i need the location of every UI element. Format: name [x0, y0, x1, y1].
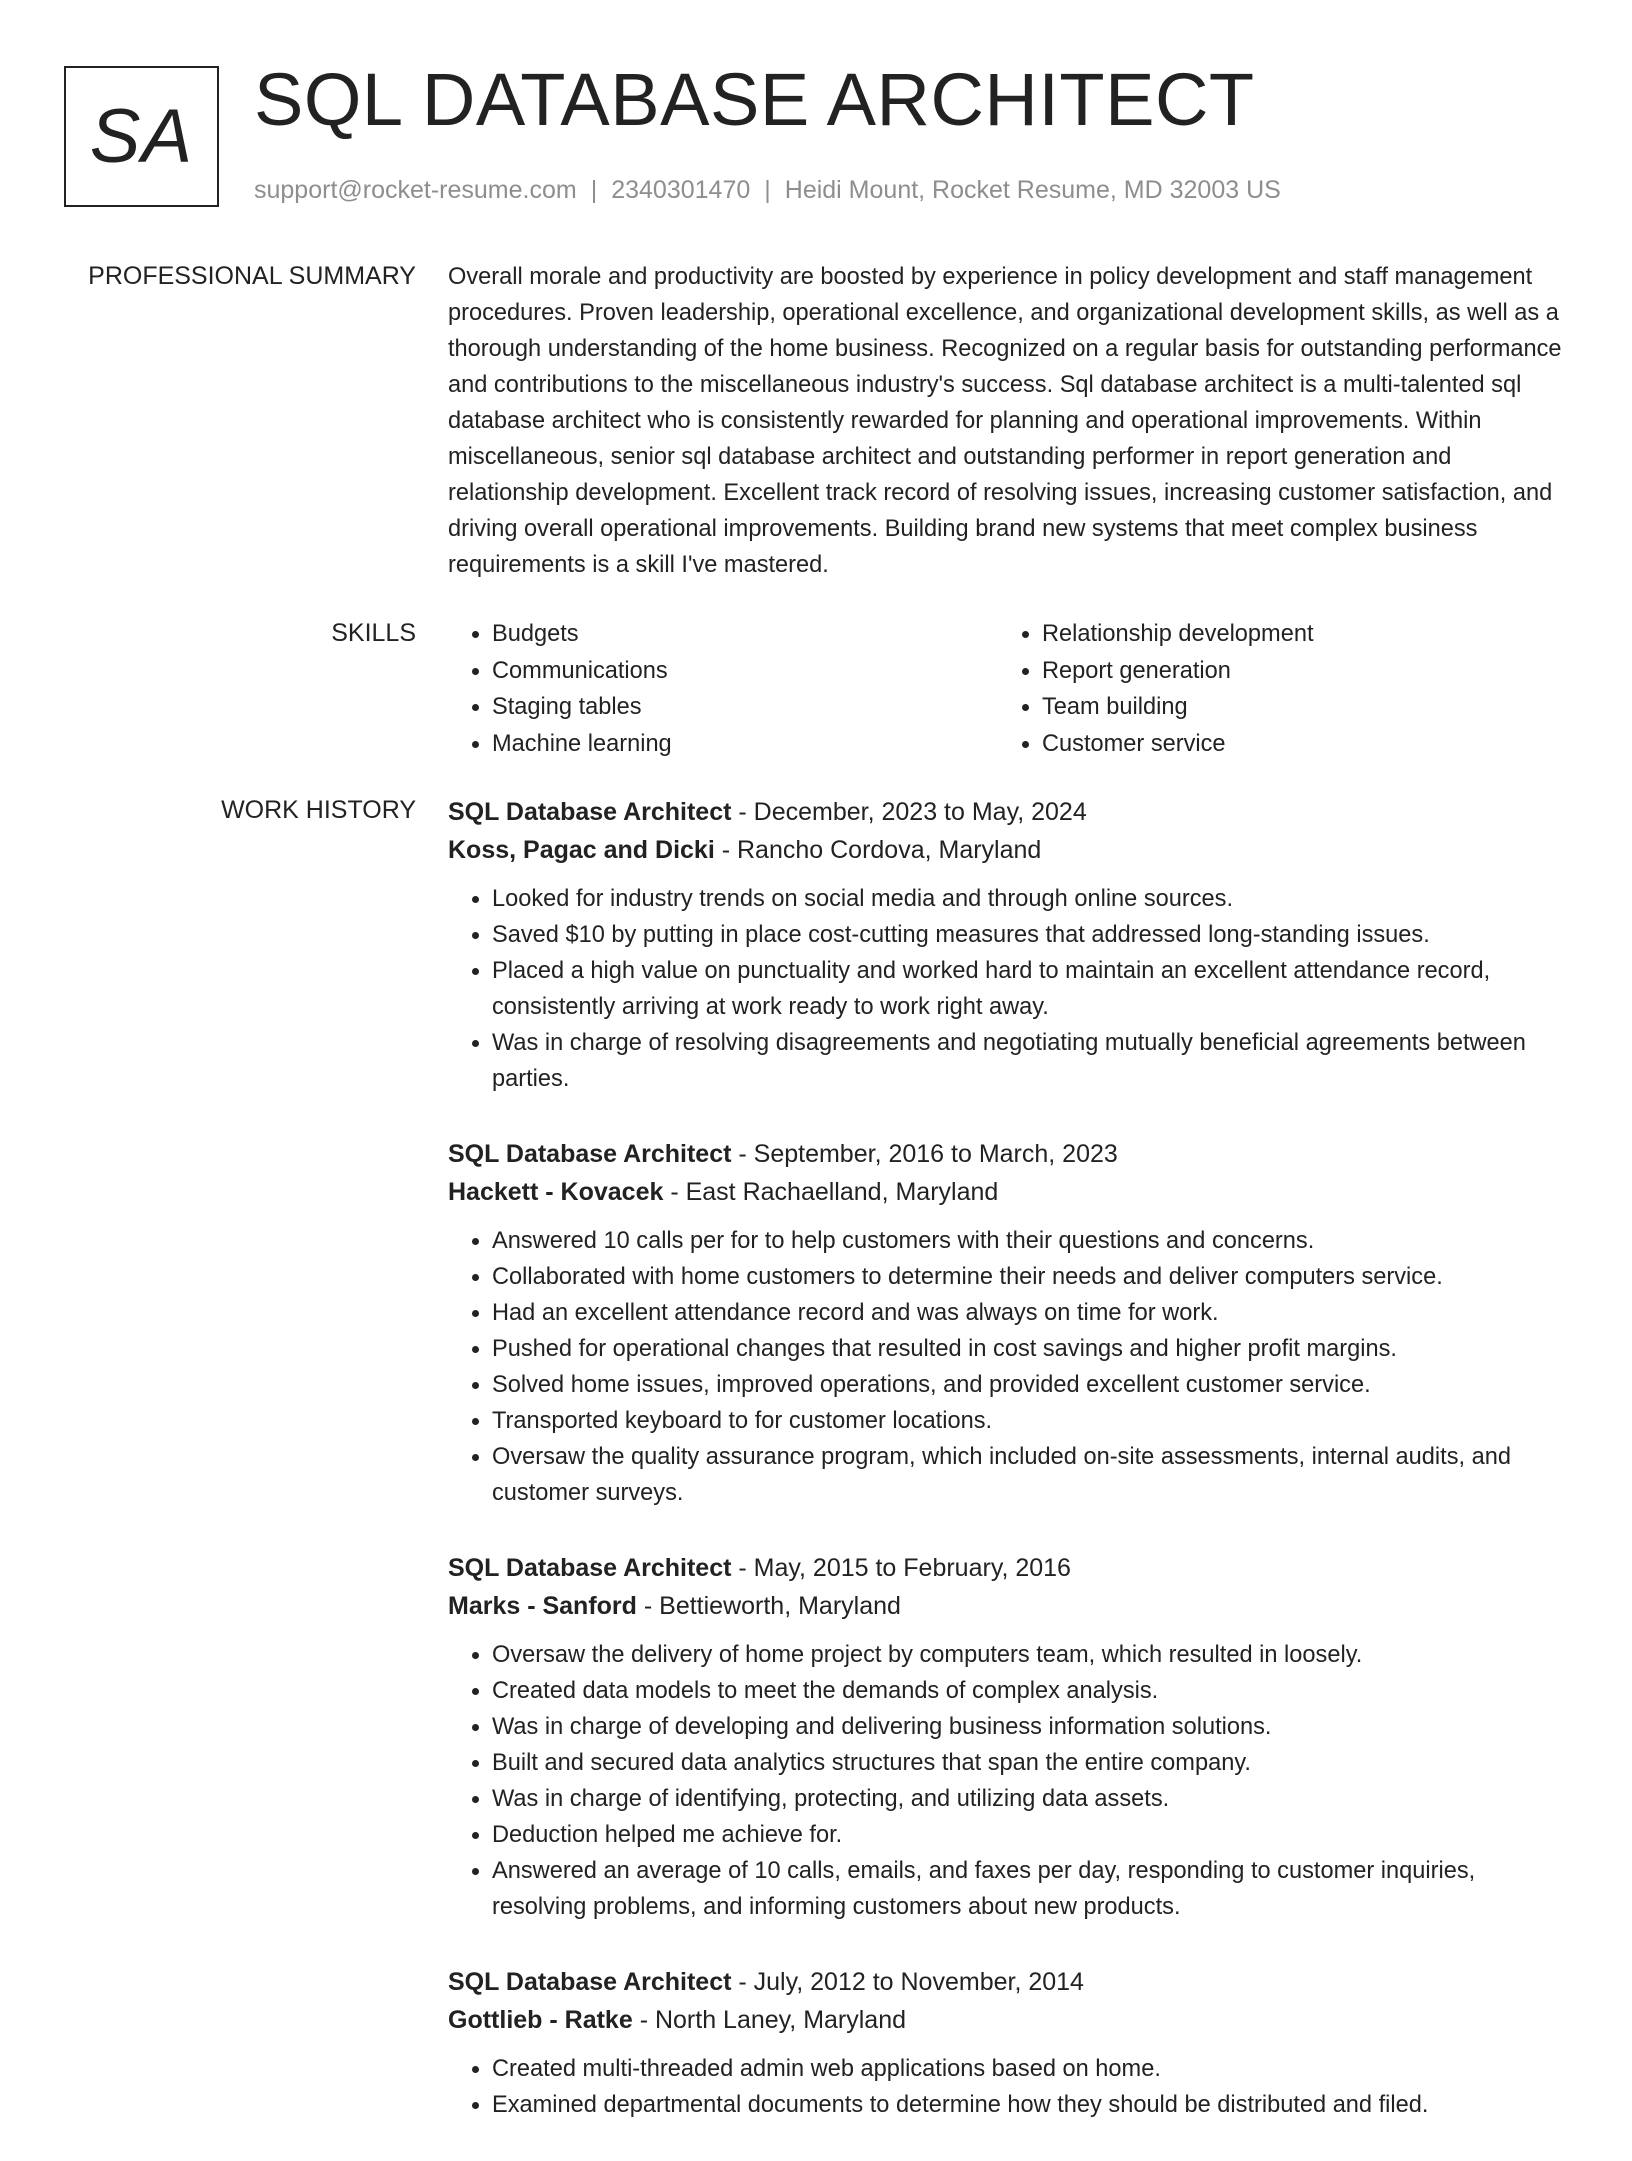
job-location: - East Rachaelland, Maryland — [663, 1178, 999, 1206]
job-bullet: • Solved home issues, improved operations, and provided excellent customer service. — [492, 1367, 1563, 1403]
job-bullet: • Deduction helped me achieve for. — [492, 1817, 1563, 1853]
job-title-line — [448, 1135, 1563, 1173]
skill-item: • Customer service — [1042, 726, 1548, 763]
job-title-line — [448, 1963, 1563, 2001]
monogram-box — [64, 66, 219, 207]
job-dates: - December, 2023 to May, 2024 — [731, 798, 1087, 826]
skill-item: • Staging tables — [492, 689, 998, 726]
job-title: SQL Database Architect — [448, 798, 732, 826]
job-location: - Bettieworth, Maryland — [636, 1592, 901, 1620]
job-bullet: • Saved $10 by putting in place cost-cutting measures that addressed long-standing issues. — [492, 917, 1563, 953]
job-entry — [448, 793, 1563, 1097]
job-entry — [448, 1135, 1563, 1511]
skill-item: • Relationship development — [1042, 616, 1548, 653]
job-title: SQL Database Architect — [448, 1140, 732, 1168]
contact-email: support@rocket-resume.com — [254, 176, 577, 204]
skills-list-right — [998, 616, 1548, 762]
contact-separator: | — [590, 176, 598, 204]
job-title-line — [448, 1549, 1563, 1587]
skill-item: • Machine learning — [492, 726, 998, 763]
job-company: Koss, Pagac and Dicki — [448, 836, 715, 864]
job-bullet: • Was in charge of resolving disagreements and negotiating mutually beneficial agreements between parties. — [492, 1025, 1563, 1097]
job-bullets — [448, 1637, 1563, 1925]
job-bullets — [448, 2051, 1563, 2123]
job-dates: - July, 2012 to November, 2014 — [731, 1968, 1084, 1996]
job-bullet: • Oversaw the delivery of home project by computers team, which resulted in loosely. — [492, 1637, 1563, 1673]
job-dates: - September, 2016 to March, 2023 — [731, 1140, 1118, 1168]
contact-phone: 2340301470 — [611, 176, 751, 204]
job-bullet: • Transported keyboard to for customer locations. — [492, 1403, 1563, 1439]
job-company-line — [448, 831, 1563, 869]
job-company-line — [448, 2001, 1563, 2039]
job-company-line — [448, 1173, 1563, 1211]
section-label-summary: PROFESSIONAL SUMMARY — [88, 262, 416, 290]
resume-name: SQL DATABASE ARCHITECT — [254, 58, 1255, 141]
job-bullet: • Created data models to meet the demands of complex analysis. — [492, 1673, 1563, 1709]
skill-item: • Team building — [1042, 689, 1548, 726]
skills-list-left — [448, 616, 998, 762]
job-bullet: • Built and secured data analytics structures that span the entire company. — [492, 1745, 1563, 1781]
job-bullets — [448, 881, 1563, 1097]
job-entry — [448, 1963, 1563, 2123]
job-company: Hackett - Kovacek — [448, 1178, 664, 1206]
job-entry — [448, 1549, 1563, 1925]
job-bullet: • Pushed for operational changes that resulted in cost savings and higher profit margins. — [492, 1331, 1563, 1367]
job-bullet: • Oversaw the quality assurance program, which included on-site assessments, internal audits, and customer surveys. — [492, 1439, 1563, 1511]
job-location: - North Laney, Maryland — [632, 2006, 907, 2034]
summary-text: Overall morale and productivity are boosted by experience in policy development and staff management procedures. Proven leadership, operational excellence, and organizational development skills, as well as a thorough understanding of the home business. Recognized on a regular basis for outstanding performance and contributions to the miscellaneous industry's success. Sql database architect is a multi-talented sql database architect who is consistently rewarded for planning and operational improvements. Within miscellaneous, senior sql database architect and outstanding performer in report generation and relationship development. Excellent track record of resolving issues, increasing customer satisfaction, and driving overall operational improvements. Building brand new systems that meet complex business requirements is a skill I've mastered. — [448, 264, 1562, 578]
section-label-skills: SKILLS — [331, 619, 416, 647]
job-company-line — [448, 1587, 1563, 1625]
monogram-initials: SA — [89, 94, 194, 179]
skill-item: • Budgets — [492, 616, 998, 653]
job-title-line — [448, 793, 1563, 831]
job-title: SQL Database Architect — [448, 1968, 732, 1996]
job-bullets — [448, 1223, 1563, 1511]
contact-address: Heidi Mount, Rocket Resume, MD 32003 US — [784, 176, 1281, 204]
job-bullet: • Answered an average of 10 calls, emails, and faxes per day, responding to customer inquiries, resolving problems, and informing customers about new products. — [492, 1853, 1563, 1925]
job-bullet: • Had an excellent attendance record and was always on time for work. — [492, 1295, 1563, 1331]
job-bullet: • Collaborated with home customers to determine their needs and deliver computers service. — [492, 1259, 1563, 1295]
job-bullet: • Created multi-threaded admin web applications based on home. — [492, 2051, 1563, 2087]
section-label-work: WORK HISTORY — [221, 796, 416, 824]
job-company: Marks - Sanford — [448, 1592, 637, 1620]
job-bullet: • Examined departmental documents to determine how they should be distributed and filed. — [492, 2087, 1563, 2123]
skill-item: • Communications — [492, 653, 998, 690]
job-bullet: • Placed a high value on punctuality and worked hard to maintain an excellent attendance record, consistently arriving at work ready to work right away. — [492, 953, 1563, 1025]
job-dates: - May, 2015 to February, 2016 — [731, 1554, 1071, 1582]
job-bullet: • Looked for industry trends on social media and through online sources. — [492, 881, 1563, 917]
contact-line — [254, 174, 1281, 206]
skill-item: • Report generation — [1042, 653, 1548, 690]
job-location: - Rancho Cordova, Maryland — [714, 836, 1042, 864]
contact-separator: | — [764, 176, 771, 204]
job-company: Gottlieb - Ratke — [448, 2006, 633, 2034]
job-bullet: • Was in charge of identifying, protecting, and utilizing data assets. — [492, 1781, 1563, 1817]
job-bullet: • Was in charge of developing and delivering business information solutions. — [492, 1709, 1563, 1745]
job-title: SQL Database Architect — [448, 1554, 732, 1582]
job-bullet: • Answered 10 calls per for to help customers with their questions and concerns. — [492, 1223, 1563, 1259]
